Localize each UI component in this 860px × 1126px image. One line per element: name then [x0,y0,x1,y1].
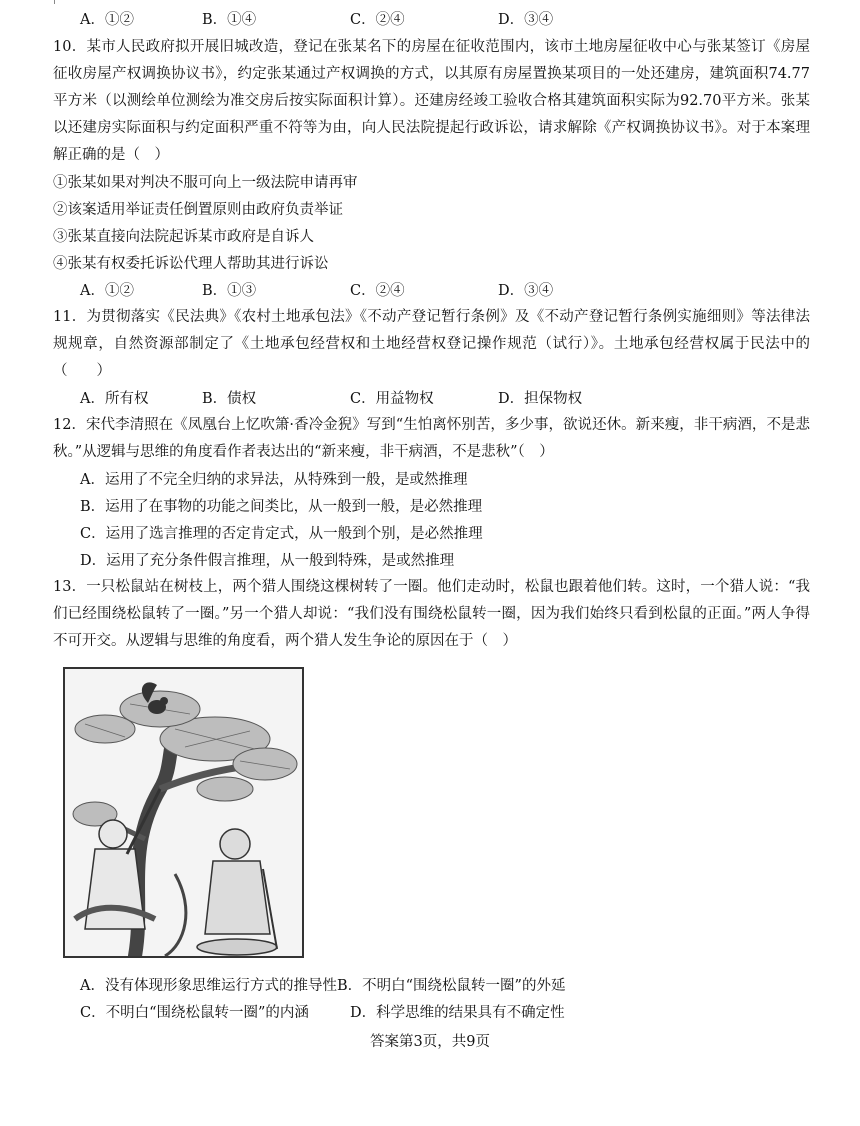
q10-options [80,281,553,301]
q13-option-a: A．没有体现形象思维运行方式的推导性 [80,978,337,994]
q10-statement-4: ④张某有权委托诉讼代理人帮助其进行诉讼 [53,256,329,272]
q9-option-d: D．③④ [498,12,554,28]
q13-option-b: B．不明白“围绕松鼠转一圈”的外延 [336,978,566,994]
q12-option-a: A．运用了不完全归纳的求异法，从特殊到一般，是或然推理 [80,472,468,488]
illustration-drawing [65,669,302,956]
q11-options [80,389,582,409]
q10-option-a: A．①② [80,283,134,299]
q13-option-d: D．科学思维的结果具有不确定性 [350,1005,565,1021]
q11-option-b: B．债权 [202,391,257,407]
q12-option-d: D．运用了充分条件假言推理，从一般到特殊，是或然推理 [80,553,455,569]
hunters-squirrel-illustration [63,667,304,958]
q13-stem: 13．一只松鼠站在树枝上，两个猎人围绕这棵树转了一圈。他们走动时，松鼠也跟着他们转。这时，一个猎人说：“我们已经围绕松鼠转了一圈。”另一个猎人却说：“我们没有围绕松鼠转一圈，因为我们始终只看到松鼠的正面。”两人争得不可开交。从逻辑与思维的角度看，两个猎人发生争论的原因在于（ ） [53,579,810,649]
q10-option-d: D．③④ [498,283,554,299]
q12-option-c: C．运用了选言推理的否定肯定式，从一般到个别，是必然推理 [80,526,483,542]
q12-option-b: B．运用了在事物的功能之间类比，从一般到一般，是必然推理 [80,499,483,515]
q10-option-c: C．②④ [350,283,405,299]
q12-stem: 12．宋代李清照在《凤凰台上忆吹箫·香冷金猊》写到“生怕离怀别苦，多少事，欲说还休。新来瘦，非干病酒，不是悲秋。”从逻辑与思维的角度看作者表达出的“新来瘦，非干病酒，不是悲秋”（ ） [53,417,810,460]
top-margin-mark [54,0,55,4]
q9-options [80,10,553,30]
q11-stem: 11．为贯彻落实《民法典》《农村土地承包法》《不动产登记暂行条例》及《不动产登记暂行条例实施细则》等法律法规规章，自然资源部制定了《土地承包经营权和土地经营权登记操作规范（试行）》。土地承包经营权属于民法中的（ ） [53,309,810,379]
q13-option-c: C．不明白“围绕松鼠转一圈”的内涵 [80,1005,309,1021]
q11-option-a: A．所有权 [80,391,149,407]
q10-stem: 10．某市人民政府拟开展旧城改造，登记在张某名下的房屋在征收范围内，该市土地房屋征收中心与张某签订《房屋征收房屋产权调换协议书》，约定张某通过产权调换的方式，以其原有房屋置换某项目的一处还建房，建筑面积74.77平方米（以测绘单位测绘为准交房后按实际面积计算）。还建房经竣工验收合格其建筑面积实际为92.70平方米。张某以还建房实际面积与约定面积严重不符等为由，向人民法院提起行政诉讼，请求解除《产权调换协议书》。对于本案理解正确的是（ ） [53,39,810,163]
q10-statement-3: ③张某直接向法院起诉某市政府是自诉人 [53,229,314,245]
q9-option-c: C．②④ [350,12,405,28]
q9-option-a: A．①② [80,12,134,28]
q13-options-row-2 [80,1003,565,1023]
q10-statement-1: ①张某如果对判决不服可向上一级法院申请再审 [53,175,358,191]
q11-option-d: D．担保物权 [498,391,583,407]
q11-option-c: C．用益物权 [350,391,434,407]
q9-option-b: B．①④ [202,12,257,28]
q10-statement-2: ②该案适用举证责任倒置原则由政府负责举证 [53,202,343,218]
q10-option-b: B．①③ [202,283,257,299]
page-footer: 答案第3页，共9页 [370,1034,490,1050]
q13-options-row-1 [80,976,565,996]
